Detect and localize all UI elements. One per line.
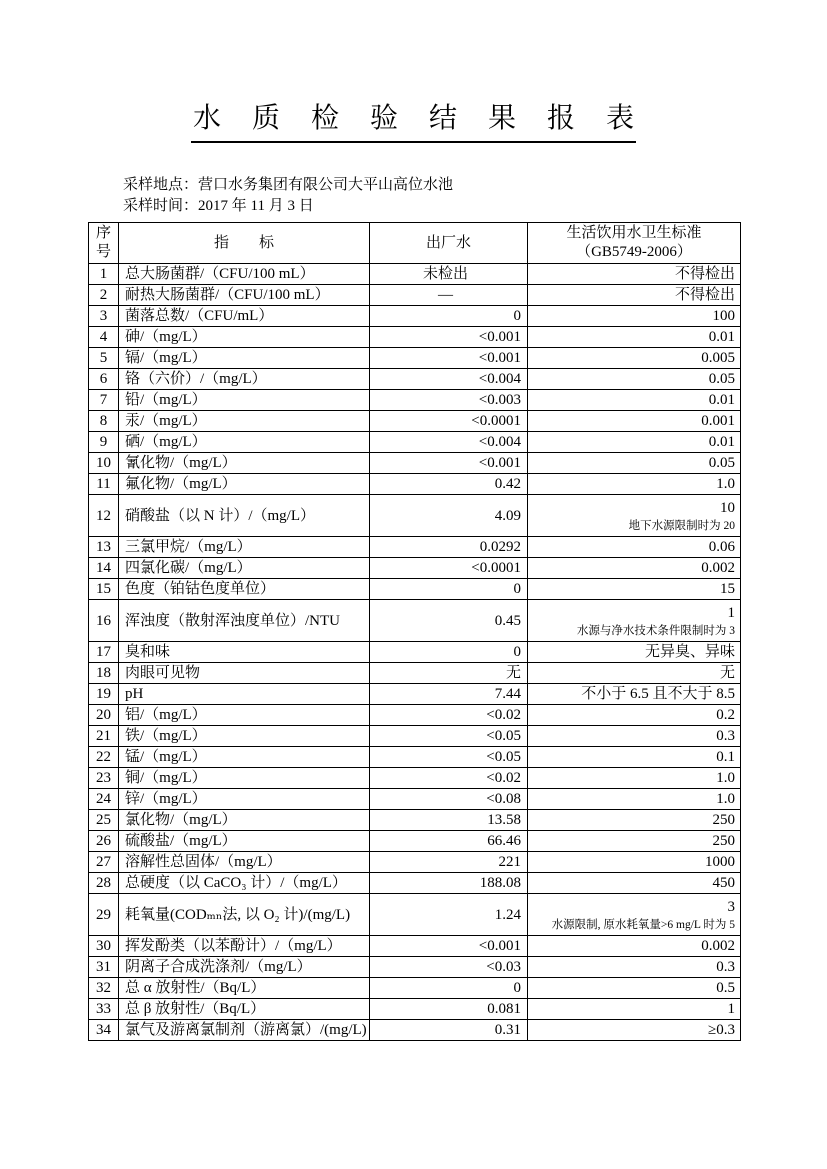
row-no-cell: 30 [89,936,119,957]
standard-cell [528,999,741,1020]
standard-cell [528,600,741,642]
standard-value: 0.005 [701,350,735,366]
header-indicator: 指 标 [119,223,370,264]
standard-value: 3 [727,898,735,915]
factory-water-cell: <0.03 [370,957,528,978]
standard-cell [528,432,741,453]
row-no-cell: 27 [89,852,119,873]
standard-value: 1000 [705,854,735,870]
table-row [89,831,741,852]
table-row [89,684,741,705]
indicator-cell: 铅/（mg/L） [119,390,370,411]
factory-water-cell: 0.31 [370,1020,528,1041]
standard-cell [528,474,741,495]
factory-water-cell: 7.44 [370,684,528,705]
standard-cell [528,894,741,936]
table-row [89,642,741,663]
indicator-cell: 耗氧量(CODₘₙ法, 以 O₂ 计)/(mg/L) [119,894,370,936]
factory-water-cell: 4.09 [370,495,528,537]
report-title-text: 水质检验结果报表 [192,103,665,134]
header-factory-water: 出厂水 [370,223,528,264]
sampling-info [123,175,453,217]
indicator-cell: pH [119,684,370,705]
table-row [89,474,741,495]
table-row [89,369,741,390]
factory-water-cell: <0.02 [370,705,528,726]
row-no-cell: 7 [89,390,119,411]
indicator-cell: 氯化物/（mg/L） [119,810,370,831]
header-standard [528,223,741,264]
title-underline [191,96,665,143]
row-no-cell: 2 [89,285,119,306]
standard-value: 0.05 [708,371,735,387]
indicator-cell: 氰化物/（mg/L） [119,453,370,474]
standard-value: 无异臭、异味 [644,644,735,660]
standard-cell [528,390,741,411]
indicator-cell: 阴离子合成洗涤剂/（mg/L） [119,957,370,978]
table-row [89,558,741,579]
table-row [89,978,741,999]
row-no-cell: 5 [89,348,119,369]
standard-value: 0.06 [708,539,735,555]
factory-water-cell: <0.004 [370,432,528,453]
factory-water-cell: 0.45 [370,600,528,642]
standard-cell [528,789,741,810]
indicator-cell: 铜/（mg/L） [119,768,370,789]
factory-water-cell: <0.05 [370,726,528,747]
standard-note: 水源限制, 原水耗氧量>6 mg/L 时为 5 [551,918,735,931]
table-row [89,873,741,894]
indicator-cell: 色度（铂钴色度单位） [119,579,370,600]
standard-value: 0.01 [708,392,735,408]
row-no-cell: 8 [89,411,119,432]
standard-value: 0.05 [708,455,735,471]
factory-water-cell: 188.08 [370,873,528,894]
factory-water-cell: <0.001 [370,348,528,369]
factory-water-cell: 66.46 [370,831,528,852]
standard-cell [528,264,741,285]
factory-water-cell: 0 [370,579,528,600]
factory-water-cell: 无 [370,663,528,684]
table-row [89,348,741,369]
indicator-cell: 镉/（mg/L） [119,348,370,369]
standard-cell [528,873,741,894]
table-row [89,894,741,936]
indicator-cell: 氟化物/（mg/L） [119,474,370,495]
table-row [89,495,741,537]
indicator-cell: 汞/（mg/L） [119,411,370,432]
indicator-cell: 四氯化碳/（mg/L） [119,558,370,579]
standard-cell [528,831,741,852]
factory-water-cell: 1.24 [370,894,528,936]
standard-value: 不得检出 [674,287,735,303]
standard-value: 0.01 [708,329,735,345]
standard-value: 250 [712,833,735,849]
table-header-row [89,223,741,264]
row-no-cell: 12 [89,495,119,537]
row-no-cell: 10 [89,453,119,474]
standard-value: 1.0 [716,476,735,492]
standard-cell [528,726,741,747]
factory-water-cell: — [370,285,528,306]
table-row [89,285,741,306]
standard-value: 450 [712,875,735,891]
standard-value: 不得检出 [674,266,735,282]
table-row [89,852,741,873]
factory-water-cell: 0 [370,306,528,327]
factory-water-cell: <0.0001 [370,558,528,579]
table-row [89,327,741,348]
table-row [89,579,741,600]
standard-cell [528,453,741,474]
standard-cell [528,810,741,831]
indicator-cell: 菌落总数/（CFU/mL） [119,306,370,327]
row-no-cell: 15 [89,579,119,600]
row-no-cell: 22 [89,747,119,768]
row-no-cell: 17 [89,642,119,663]
row-no-cell: 18 [89,663,119,684]
factory-water-cell: <0.001 [370,327,528,348]
table-row [89,810,741,831]
sampling-location-line [123,175,453,196]
table-row [89,432,741,453]
indicator-cell: 臭和味 [119,642,370,663]
standard-cell [528,768,741,789]
standard-cell [528,1020,741,1041]
factory-water-cell: <0.05 [370,747,528,768]
standard-value: 1.0 [716,770,735,786]
table-row [89,705,741,726]
row-no-cell: 34 [89,1020,119,1041]
factory-water-cell: <0.001 [370,453,528,474]
standard-value: 15 [720,581,735,597]
standard-value: 250 [712,812,735,828]
indicator-cell: 铁/（mg/L） [119,726,370,747]
standard-value: 10 [720,499,735,516]
row-no-cell: 13 [89,537,119,558]
standard-value: 0.1 [716,749,735,765]
indicator-cell: 硒/（mg/L） [119,432,370,453]
standard-cell [528,579,741,600]
table-row [89,453,741,474]
report-title [0,96,827,143]
row-no-cell: 6 [89,369,119,390]
factory-water-cell: 0 [370,642,528,663]
row-no-cell: 26 [89,831,119,852]
factory-water-cell: 0 [370,978,528,999]
sampling-location-value: 营口水务集团有限公司大平山高位水池 [198,177,454,193]
standard-value: 0.002 [701,938,735,954]
factory-water-cell: <0.004 [370,369,528,390]
row-no-cell: 11 [89,474,119,495]
header-standard-line2: （GB5749-2006） [576,244,692,260]
row-no-cell: 3 [89,306,119,327]
factory-water-cell: 221 [370,852,528,873]
standard-cell [528,369,741,390]
table-row [89,747,741,768]
standard-note: 地下水源限制时为 20 [628,519,735,532]
indicator-cell: 铬（六价）/（mg/L） [119,369,370,390]
factory-water-cell: 0.0292 [370,537,528,558]
header-no: 序号 [89,223,119,264]
standard-cell [528,411,741,432]
indicator-cell: 硫酸盐/（mg/L） [119,831,370,852]
table-row [89,726,741,747]
row-no-cell: 31 [89,957,119,978]
factory-water-cell: <0.003 [370,390,528,411]
row-no-cell: 28 [89,873,119,894]
standard-value: 0.002 [701,560,735,576]
factory-water-cell: 13.58 [370,810,528,831]
factory-water-cell: 0.081 [370,999,528,1020]
indicator-cell: 总 β 放射性/（Bq/L） [119,999,370,1020]
table-row [89,306,741,327]
indicator-cell: 浑浊度（散射浑浊度单位）/NTU [119,600,370,642]
standard-cell [528,705,741,726]
standard-cell [528,558,741,579]
row-no-cell: 9 [89,432,119,453]
row-no-cell: 32 [89,978,119,999]
table-row [89,936,741,957]
standard-value: 0.3 [716,728,735,744]
standard-cell [528,684,741,705]
row-no-cell: 20 [89,705,119,726]
standard-value: 0.001 [701,413,735,429]
indicator-cell: 挥发酚类（以苯酚计）/（mg/L） [119,936,370,957]
standard-value: 0.3 [716,959,735,975]
indicator-cell: 总硬度（以 CaCO₃ 计）/（mg/L） [119,873,370,894]
row-no-cell: 25 [89,810,119,831]
indicator-cell: 三氯甲烷/（mg/L） [119,537,370,558]
indicator-cell: 肉眼可见物 [119,663,370,684]
standard-cell [528,978,741,999]
results-table-body [89,264,741,1041]
row-no-cell: 1 [89,264,119,285]
standard-cell [528,327,741,348]
standard-cell [528,957,741,978]
table-row [89,957,741,978]
row-no-cell: 33 [89,999,119,1020]
sampling-time-line [123,196,453,217]
standard-value: 1 [727,1001,735,1017]
table-row [89,411,741,432]
standard-cell [528,663,741,684]
table-row [89,600,741,642]
standard-value: 1.0 [716,791,735,807]
results-table [88,222,741,1041]
standard-value: 1 [727,604,735,621]
standard-cell [528,348,741,369]
factory-water-cell: 0.42 [370,474,528,495]
standard-value: ≥0.3 [708,1022,735,1038]
factory-water-cell: <0.001 [370,936,528,957]
table-row [89,663,741,684]
factory-water-cell: <0.02 [370,768,528,789]
factory-water-cell: 未检出 [370,264,528,285]
row-no-cell: 21 [89,726,119,747]
standard-cell [528,306,741,327]
table-row [89,789,741,810]
header-standard-line1: 生活饮用水卫生标准 [566,225,702,241]
factory-water-cell: <0.08 [370,789,528,810]
standard-cell [528,747,741,768]
standard-value: 0.01 [708,434,735,450]
standard-value: 无 [719,665,735,681]
factory-water-cell: <0.0001 [370,411,528,432]
row-no-cell: 19 [89,684,119,705]
standard-cell [528,285,741,306]
table-row [89,768,741,789]
row-no-cell: 24 [89,789,119,810]
sampling-location-label: 采样地点： [123,177,199,193]
indicator-cell: 锌/（mg/L） [119,789,370,810]
row-no-cell: 23 [89,768,119,789]
row-no-cell: 4 [89,327,119,348]
table-row [89,1020,741,1041]
table-row [89,264,741,285]
standard-value: 不小于 6.5 且不大于 8.5 [581,686,735,702]
standard-cell [528,852,741,873]
row-no-cell: 14 [89,558,119,579]
indicator-cell: 总大肠菌群/（CFU/100 mL） [119,264,370,285]
indicator-cell: 溶解性总固体/（mg/L） [119,852,370,873]
indicator-cell: 耐热大肠菌群/（CFU/100 mL） [119,285,370,306]
indicator-cell: 总 α 放射性/（Bq/L） [119,978,370,999]
standard-cell [528,936,741,957]
table-row [89,999,741,1020]
indicator-cell: 锰/（mg/L） [119,747,370,768]
standard-value: 100 [712,308,735,324]
sampling-time-label: 采样时间： [123,198,199,214]
row-no-cell: 16 [89,600,119,642]
standard-cell [528,495,741,537]
row-no-cell: 29 [89,894,119,936]
sampling-time-value: 2017 年 11 月 3 日 [198,198,314,214]
standard-value: 0.5 [716,980,735,996]
indicator-cell: 硝酸盐（以 N 计）/（mg/L） [119,495,370,537]
standard-cell [528,537,741,558]
indicator-cell: 砷/（mg/L） [119,327,370,348]
table-row [89,537,741,558]
standard-cell [528,642,741,663]
standard-value: 0.2 [716,707,735,723]
standard-note: 水源与净水技术条件限制时为 3 [576,624,735,637]
table-row [89,390,741,411]
indicator-cell: 铝/（mg/L） [119,705,370,726]
indicator-cell: 氯气及游离氯制剂（游离氯）/(mg/L) [119,1020,370,1041]
